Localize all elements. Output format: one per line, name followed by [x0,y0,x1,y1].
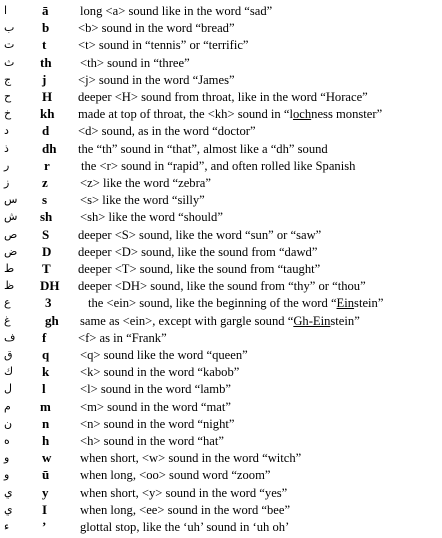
transliteration: kh [40,106,55,122]
table-row [0,157,442,175]
arabic-letter: س [4,193,18,207]
transliteration: y [42,484,49,500]
arabic-letter: د [4,124,9,138]
transliteration: gh [45,312,59,328]
sound-description [78,105,382,123]
table-row [0,122,442,140]
transliteration: n [42,415,50,431]
table-row [0,312,442,330]
sound-description: <q> sound like the word “queen” [80,348,248,362]
sound-description: deeper <S> sound, like the word “sun” or “saw” [78,227,322,242]
transliteration: l [42,381,46,397]
transliteration: D [42,243,52,259]
table-row [0,36,442,54]
table-row [0,518,442,536]
table-row [0,432,442,450]
sound-description: <m> sound in the word “mat” [80,399,231,414]
table-row [0,294,442,312]
table-row [0,260,442,278]
sound-description: <l> sound in the word “lamb” [80,382,231,397]
sound-description: deeper <T> sound, like the sound from “taught” [78,262,321,276]
table-row [0,226,442,244]
sound-description: <z> like the word “zebra” [80,176,211,190]
table-row [0,346,442,364]
table-row [0,329,442,347]
sound-description: <k> sound in the word “kabob” [80,365,240,380]
underlined-text: och [292,107,312,122]
table-row [0,71,442,89]
transliteration: S [42,226,50,242]
sound-description: when long, <ee> sound in the word “bee” [80,502,291,517]
transliteration: k [42,364,50,380]
arabic-letter: ظ [4,279,15,293]
transliteration: ā [42,3,49,18]
table-row [0,191,442,209]
arabic-letter: ل [4,382,12,396]
transliteration: T [42,261,51,276]
sound-description: <t> sound in “tennis” or “terrific” [78,38,249,53]
transliteration: w [42,450,52,466]
table-row [0,208,442,226]
sound-description: long <a> sound like in the word “sad” [80,4,273,18]
transliteration: s [42,192,48,208]
arabic-letter: ا [4,4,8,17]
table-row [0,380,442,398]
table-row [0,2,442,20]
transliteration: d [42,123,50,139]
arabic-letter: ن [4,416,13,430]
transliteration: ’ [42,519,47,534]
description-text: stein” [354,296,384,311]
sound-description: <s> like the word “silly” [80,193,205,208]
arabic-letter: ت [4,38,15,52]
sound-description: the <r> sound in “rapid”, and often rolled like Spanish [81,158,356,173]
table-row [0,88,442,106]
sound-description: <b> sound in the word “bread” [78,21,235,36]
arabic-letter: ش [4,210,18,224]
table-row [0,105,442,123]
table-row [0,466,442,484]
sound-description: glottal stop, like the ‘uh’ sound in ‘uh oh’ [80,520,290,534]
transliteration: th [40,54,52,70]
arabic-letter: ي [4,485,13,499]
transliteration: I [42,501,48,517]
table-row [0,484,442,502]
transliteration: h [42,433,50,448]
sound-description: when long, <oo> sound word “zoom” [80,468,271,483]
arabic-letter: ث [4,55,15,69]
transliteration: f [42,329,47,345]
description-text: stein” [330,313,360,328]
table-row [0,363,442,381]
arabic-letter: ج [4,72,12,86]
arabic-letter: ز [4,176,10,189]
sound-description: <sh> like the word “should” [80,210,223,225]
table-row [0,501,442,519]
sound-description: <n> sound in the word “night” [80,416,235,431]
table-row [0,398,442,416]
arabic-letter: ء [4,520,10,533]
sound-description: <h> sound in the word “hat” [80,434,224,448]
arabic-letter: ف [4,330,16,344]
table-row [0,54,442,72]
arabic-letter: ب [4,21,15,35]
sound-description: deeper <D> sound, like the sound from “dawd” [78,244,318,259]
sound-description: when short, <y> sound in the word “yes” [80,485,288,500]
arabic-letter: خ [4,107,12,121]
underlined-text: Gh-Ein [293,313,331,328]
sound-description: <th> sound in “three” [80,55,190,70]
transliteration: z [42,175,48,190]
description-text: made at top of throat, the <kh> sound in “l [78,107,293,122]
table-row [0,415,442,433]
sound-description: deeper <H> sound from throat, like in the word “Horace” [78,90,368,104]
arabic-letter: ك [4,365,14,379]
transliteration: q [42,347,50,362]
transliteration: H [42,89,53,104]
sound-description [80,312,360,330]
arabic-letter: و [4,451,10,465]
table-row [0,243,442,261]
description-text: same as <ein>, except with gargle sound “ [80,313,294,328]
arabic-letter: ض [4,244,18,258]
description-text: the <ein> sound, like the beginning of the word “ [88,296,337,311]
transliteration: m [40,398,51,414]
transliteration: j [42,71,47,87]
arabic-letter: ح [4,90,12,103]
arabic-letter: ع [4,296,11,310]
transliteration: t [42,37,47,53]
arabic-letter: ي [4,502,13,516]
sound-description: the “th” sound in “that”, almost like a “dh” sound [78,141,328,156]
arabic-letter: غ [4,313,11,327]
transliteration: r [44,157,50,173]
transliteration: sh [40,209,53,225]
arabic-letter: ق [4,348,13,361]
arabic-letter: ص [4,227,18,241]
table-row [0,140,442,158]
arabic-letter: م [4,399,11,413]
arabic-letter: ر [4,158,10,172]
transliteration: DH [40,278,60,294]
sound-description: <j> sound in the word “James” [78,72,235,87]
table-row [0,277,442,295]
arabic-letter: ذ [4,141,9,155]
transliteration: dh [42,140,57,156]
sound-description: when short, <w> sound in the word “witch” [80,451,302,466]
underlined-text: Ein [336,296,355,311]
sound-description: deeper <DH> sound, like the sound from “thy” or “thou” [78,279,366,294]
arabic-letter: و [4,468,10,482]
table-row [0,449,442,467]
table-row [0,19,442,37]
arabic-letter: ه [4,434,10,447]
transliteration: ū [42,467,50,483]
sound-description [88,294,383,312]
sound-description: <f> as in “Frank” [78,330,167,345]
sound-description: <d> sound, as in the word “doctor” [78,124,256,139]
transliteration: 3 [45,295,52,311]
description-text: ness monster” [311,107,383,122]
arabic-letter: ط [4,262,15,275]
transliteration: b [42,20,50,36]
table-row [0,174,442,192]
